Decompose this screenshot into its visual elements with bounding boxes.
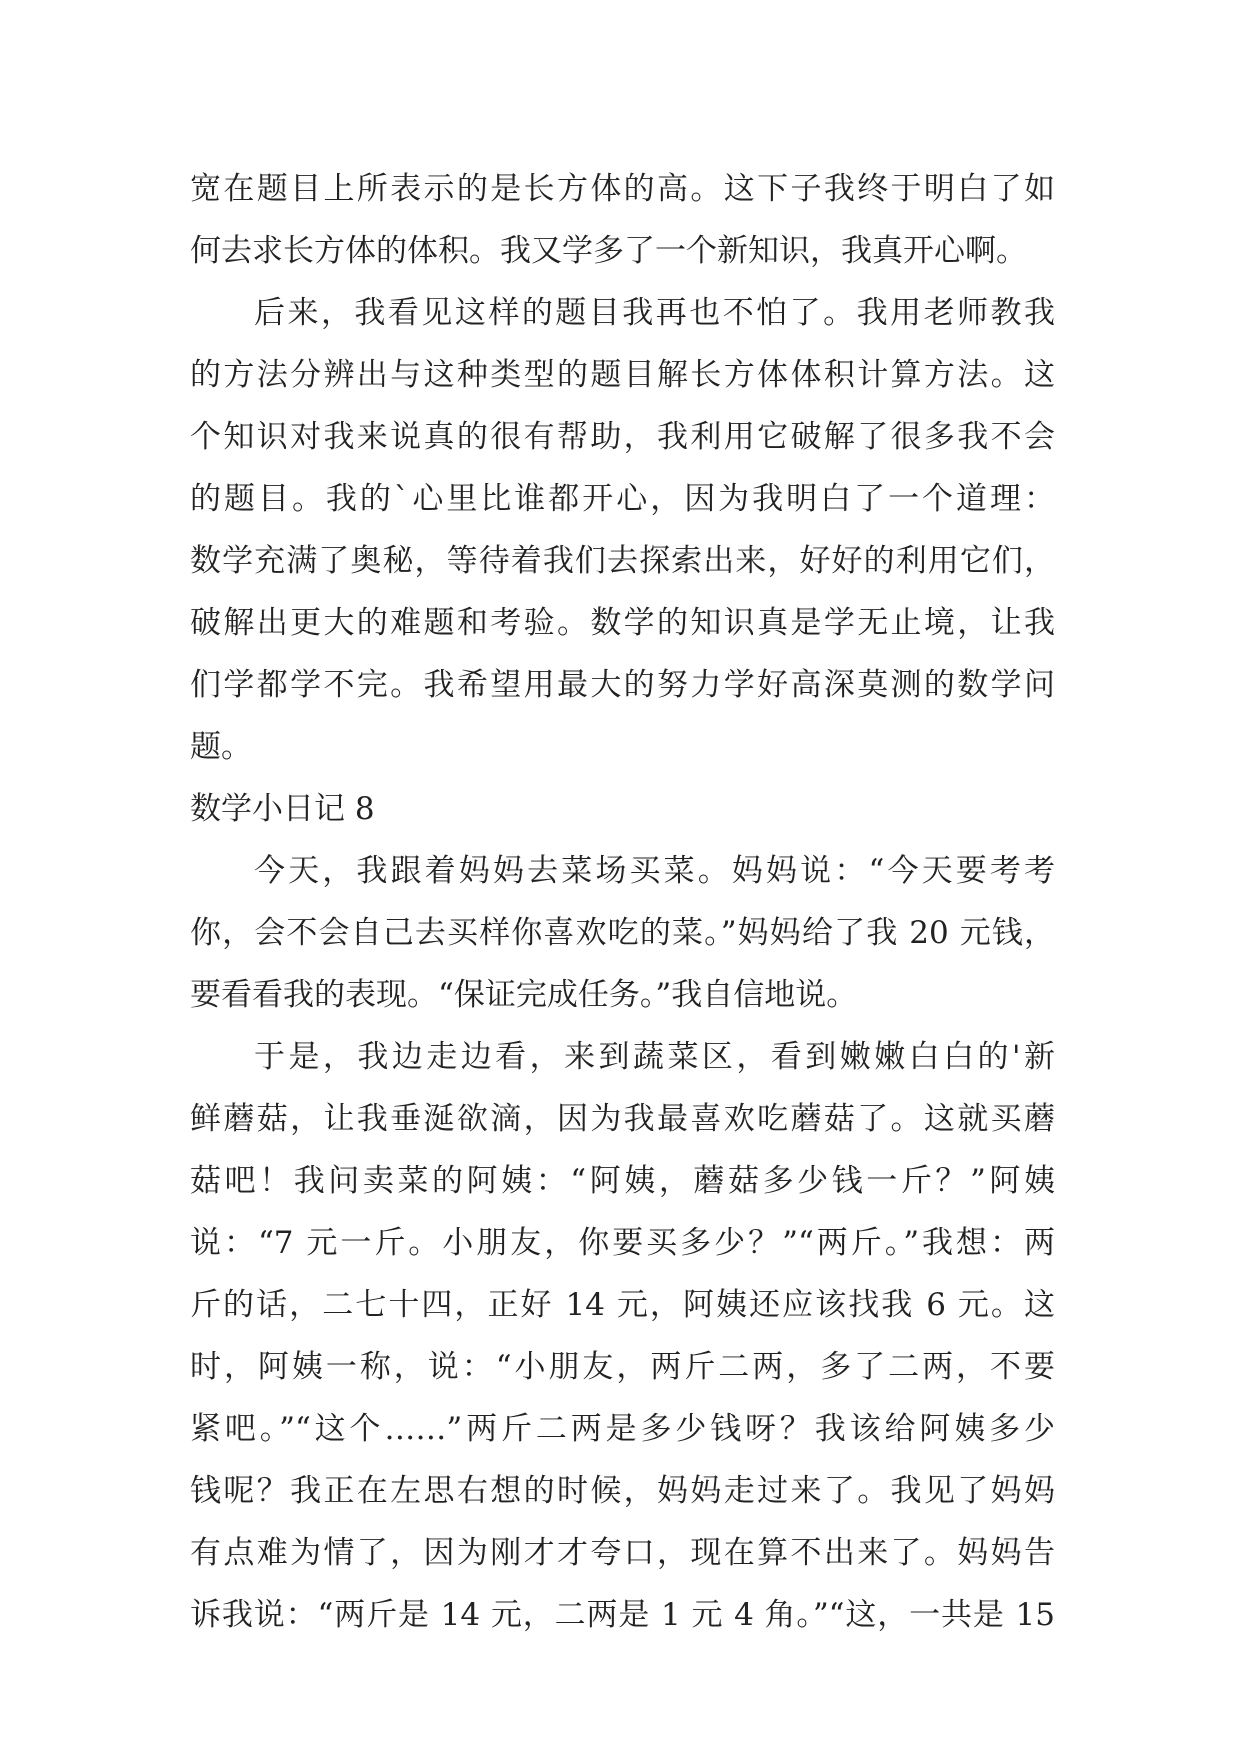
paragraph-line: 宽在题目上所表示的是长方体的高。这下子我终于明白了如 [190,171,1055,207]
paragraph-line: 要看看我的表现。“保证完成任务。”我自信地说。 [190,977,858,1013]
paragraph-line: 何去求长方体的体积。我又学多了一个新知识，我真开心啊。 [190,233,1027,269]
paragraph-line: 菇吧！我问卖菜的阿姨：“阿姨，蘑菇多少钱一斤？”阿姨 [190,1163,1055,1199]
paragraph-line: 紧吧。”“这个……”两斤二两是多少钱呀？我该给阿姨多少 [190,1411,1055,1447]
document-body [190,158,1055,1646]
paragraph-line: 说：“7 元一斤。小朋友，你要买多少？”“两斤。”我想：两 [190,1225,1055,1261]
section-heading: 数学小日记 8 [190,791,375,827]
paragraph-line: 诉我说：“两斤是 14 元，二两是 1 元 4 角。”“这，一共是 15 [190,1597,1055,1633]
paragraph-line: 今天，我跟着妈妈去菜场买菜。妈妈说：“今天要考考 [254,853,1055,889]
paragraph-line: 时，阿姨一称，说：“小朋友，两斤二两，多了二两，不要 [190,1349,1055,1385]
paragraph-line: 的题目。我的`心里比谁都开心，因为我明白了一个道理： [190,481,1055,517]
paragraph-line: 鲜蘑菇，让我垂涎欲滴，因为我最喜欢吃蘑菇了。这就买蘑 [190,1101,1055,1137]
paragraph-line: 题。 [190,729,252,765]
paragraph-line: 数学充满了奥秘，等待着我们去探索出来，好好的利用它们， [190,543,1055,579]
paragraph-line: 于是，我边走边看，来到蔬菜区，看到嫩嫩白白的'新 [254,1039,1055,1075]
paragraph-line: 后来，我看见这样的题目我再也不怕了。我用老师教我 [254,295,1055,331]
paragraph-line: 个知识对我来说真的很有帮助，我利用它破解了很多我不会 [190,419,1055,455]
paragraph-line: 的方法分辨出与这种类型的题目解长方体体积计算方法。这 [190,357,1055,393]
paragraph-line: 钱呢？我正在左思右想的时候，妈妈走过来了。我见了妈妈 [190,1473,1055,1509]
paragraph-line: 们学都学不完。我希望用最大的努力学好高深莫测的数学问 [190,667,1055,703]
paragraph-line: 你，会不会自己去买样你喜欢吃的菜。”妈妈给了我 20 元钱， [190,915,1055,951]
paragraph-line: 有点难为情了，因为刚才才夸口，现在算不出来了。妈妈告 [190,1535,1055,1571]
paragraph-line: 破解出更大的难题和考验。数学的知识真是学无止境，让我 [190,605,1055,641]
paragraph-line: 斤的话，二七十四，正好 14 元，阿姨还应该找我 6 元。这 [190,1287,1055,1323]
